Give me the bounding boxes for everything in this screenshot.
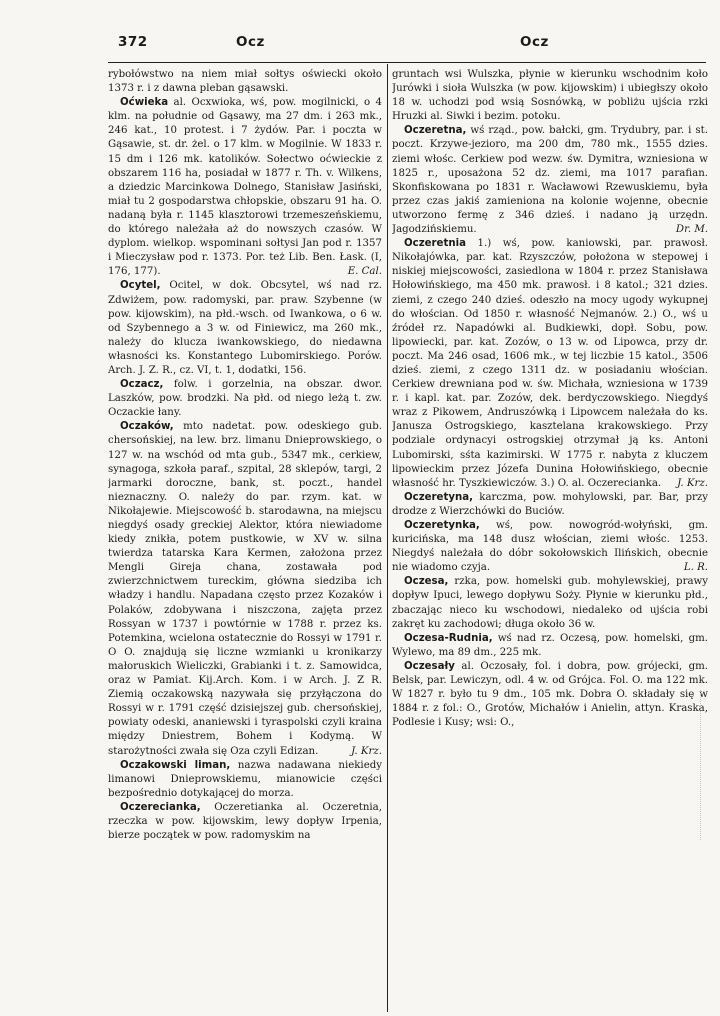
entry-text: rybołówstwo na niem miał sołtys oświecki około 1373 r. i z dawna pleban gąsawski.	[108, 69, 382, 95]
entry-oczesa	[392, 575, 708, 631]
entry-oczakowski-liman	[108, 759, 382, 801]
entry-ocytel	[108, 279, 382, 378]
left-column	[108, 68, 382, 1008]
entry-text: mto nadetat. pow. odeskiego gub. chersońskiej, na lew. brz. limanu Dnieprowskiego, o 127 w. na wschód od mta gub., 5347 mk., cerkiew, synagoga, szkoła paraf., szpital, 28 sklepów, targi, 2 jarmarki doroczne, bank, st. poczt., handel nieznaczny. O. należy do par. rzym. kat. w Nikołajewie. Miejscowość b. starodawna, na miejscu niegdyś osady greckiej Alektor, która niewiadome kiedy znikła, potem pustkowie, w XV w. silna twierdza tatarska Kara Kermen, założona przez Mengli Gireja chana, zostawała pod zwierzchnictwem tureckim, główna siedziba ich władzy i handlu. Napadana często przez Kozaków i Polaków, zdobywana i niszczona, zajęta przez Rossyan w 1737 i powtórnie w 1788 r. przez ks. Potemkina, wcielona ostatecznie do Rossyi w 1791 r. O O. znajdują się liczne wzmianki u kronikarzy małoruskich Wieliczki, Grabianki i t. z. Samowidca, oraz w Pamiat. Kij.Arch. Kom. i w Arch. J. Z R. Ziemią oczakowską nazywała się przyłączona do Rossyi w r. 1791 część dzisiejszej gub. chersońskiej, powiaty odeski, ananiewski i tyraspolski czyli kraina między Dniestrem, Bohem i Kodymą. W starożytności zwała się Oza czyli Edizan.	[108, 421, 382, 757]
entry-headword: Oczaków,	[120, 421, 174, 433]
entry-signature: J. Krz.	[677, 477, 708, 489]
entry-headword: Oczacz,	[120, 379, 164, 391]
entry-text: wś, pow. nowogród-wołyński, gm. kuricińska, ma 148 dusz włościan, ziemi włośc. 1253. Niegdyś należała do dóbr sokołowskich Ilińskich, obecnie nie wiadomo czyja.	[392, 520, 708, 574]
entry-text: rzka, pow. homelski gub. mohylewskiej, prawy dopływ Ipuci, lewego dopływu Soży. Płynie w kierunku płd., zbaczając nieco ku wschodowi, niedaleko od ujścia robi zakręt ku zachodowi; długa około 36 w.	[392, 576, 708, 630]
entry-headword: Oczeretna,	[404, 125, 467, 137]
entry-headword: Oczerecianka,	[120, 801, 201, 813]
entry-signature: E. Cal.	[347, 266, 382, 278]
entry-text: Oczeretianka al. Oczeretnia, rzeczka w pow. kijowskim, lewy dopływ Irpenia, bierze początek w pow. radomyskim na	[108, 801, 382, 842]
entry-signature: Dr. M.	[675, 224, 708, 236]
entry-oczeretynka	[392, 519, 708, 575]
entry-text: nazwa nadawana niekiedy limanowi Dnieprowskiemu, mianowicie części bezpośrednio dotykającej do morza.	[108, 759, 382, 799]
page-number: 372	[118, 34, 148, 50]
entry-oczeretyna	[392, 491, 708, 519]
entry-text: 1.) wś, pow. kaniowski, par. prawosł. Nikołajówka, par. kat. Rzyszczów, położona w stepowej i niskiej miejscowości, zasiedlona w 1804 r. przez Stanisława Hołowińskiego, ma 450 mk. prawosł. i 8 katol.; 321 dzies. ziemi, z czego 240 dzieś. odeszło na mocy ugody wykupnej do włościan. Od 1850 r. własność Nejmanów. 2.) O., wś u źródeł rz. Napadówki al. Budkiewki, dopł. Sobu, pow. lipowiecki, par. kat. Zozów, o 13 w. od Lipowca, przy dr. poczt. Ma 246 osad, 1606 mk., w tej liczbie 15 katol., 3506 dzieś. ziemi, z czego 1311 dz. w posiadaniu włościan. Cerkiew drewniana pod w. św. Michała, wzniesiona w 1739 r. i kapl. kat. par. Zozów, dek. berdyczowskiego. Niegdyś wraz z Pikowem, Andruszówką i Lipowcem należała do ks. Janusza Ostrogskiego, kasztelana krakowskiego. Przy podziale ordynacyi ostrogskiej otrzymał ją ks. Antoni Lubomirski, sśta kazimirski. W 1775 r. nabyta z kluczem lipowieckim przez Józefa Dunina Hołowińskiego, obecnie własność hr. Tyszkiewiczów. 3.) O. al. Oczerecianka.	[392, 238, 708, 489]
running-head-right: Ocz	[520, 34, 549, 50]
entry-text: karczma, pow. mohylowski, par. Bar, przy drodze z Wierzchówki do Buciów.	[392, 491, 708, 517]
entry-oczesa-rudnia	[392, 632, 708, 660]
entry-signature: L. R.	[683, 562, 708, 574]
entry-oczeretnia	[392, 237, 708, 491]
entry-headword: Oczakowski liman,	[120, 759, 231, 771]
entry-oczesaly	[392, 660, 708, 730]
entry-text: wś rząd., pow. bałcki, gm. Trydubry, par. i st. poczt. Krzywe-jezioro, ma 200 dm, 780 mk., 1555 dzies. ziemi włośc. Cerkiew pod wezw. św. Dymitra, wzniesiona w 1825 r., uposażona 52 dz. ziemi, ma 1017 parafian. Skonfiskowana po 1831 r. Wacławowi Rzewuskiemu, była przez czas jakiś zamieniona na kolonie wojenne, obecnie utworzono fermę z 346 dzieś. i nadano ją urzędn. Jagodzińskiemu.	[392, 125, 708, 236]
entry-text: al. Oczosały, fol. i dobra, pow. grójecki, gm. Belsk, par. Lewiczyn, odl. 4 w. od Grójca. Fol. O. ma 122 mk. W 1827 r. było tu 9 dm., 105 mk. Dobra O. składały się w 1884 r. z fol.: O., Grotów, Michałów i Anielin, attyn. Kraska, Podlesie i Kusy; wsi: O.,	[392, 660, 708, 729]
entry-continued	[108, 68, 382, 96]
running-head-left: Ocz	[236, 34, 265, 50]
entry-signature: J. Krz.	[351, 745, 382, 757]
entry-headword: Oczeretynka,	[404, 520, 480, 531]
entry-headword: Oczeretyna,	[404, 491, 473, 503]
entry-headword: Ocytel,	[120, 280, 161, 292]
column-divider	[387, 64, 388, 1012]
right-column	[392, 68, 708, 1008]
entry-headword: Oczesały	[404, 660, 455, 672]
entry-text: gruntach wsi Wulszka, płynie w kierunku wschodnim koło Jurówki i sioła Wulszka (w pow. kijowskim) i ubiegłszy około 18 w. uchodzi pod wsią Sosnówką, w pobliżu ujścia rzki Hruzki al. Siwki i bezim. potoku.	[392, 69, 708, 123]
entry-oczerecianka	[108, 801, 382, 843]
entry-text: Ocitel, w dok. Obcsytel, wś nad rz. Zdwiżem, pow. radomyski, par. praw. Szybenne (w pow. kijowskim), na płd.-wsch. od Iwankowa, o 6 w. od Szybennego a 3 w. od Finiewicz, ma 260 mk., należy do klucza iwankowskiego, do niedawna własności ks. Konstantego Lubomirskiego. Porów. Arch. J. Z. R., cz. VI, t. 1, dodatki, 156.	[108, 280, 382, 376]
entry-headword: Oczesa,	[404, 576, 449, 588]
entry-headword: Oczesa-Rudnia,	[404, 632, 493, 644]
entry-continued	[392, 68, 708, 124]
entry-headword: Oczeretnia	[404, 238, 466, 250]
entry-text: folw. i gorzelnia, na obszar. dwor. Laszków, pow. brodzki. Na płd. od niego leżą t. zw. Oczackie łany.	[108, 379, 382, 419]
entry-headword: Oćwieka	[120, 97, 169, 109]
entry-text: al. Ocxwioka, wś, pow. mogilnicki, o 4 klm. na południe od Gąsawy, ma 27 dm. i 263 mk., 246 kat., 10 protest. i 7 żydów. Par. i poczta w Gąsawie, st. dr. żel. o 17 klm. w Mogilnie. W 1833 r. 15 dm i 126 mk. katolików. Sołectwo oćwieckie z obszarem 116 ha, posiadał w 1877 r. Th. v. Wilkens, a dziedzic Marcinkowa Dolnego, Stanisław Jasiński, miał tu 2 gospodarstwa chłopskie, obszaru 91 ha. O. nadaną była r. 1145 klasztorowi trzemeszeńskiemu, do którego należała aż do nowszych czasów. W dyplom. wielkop. wspominani sołtysi Jan pod r. 1357 i Mieczysław pod r. 1373. Por. też Lib. Ben. Łask. (I, 176, 177).	[108, 97, 382, 278]
entry-ocwieka	[108, 96, 382, 279]
entry-oczeretna	[392, 124, 708, 237]
margin-scan-mark	[700, 690, 711, 840]
entry-oczacz	[108, 378, 382, 420]
entry-oczakow	[108, 420, 382, 758]
header-rule	[108, 62, 706, 63]
entry-text: wś nad rz. Oczesą, pow. homelski, gm. Wylewo, ma 89 dm., 225 mk.	[392, 632, 708, 658]
